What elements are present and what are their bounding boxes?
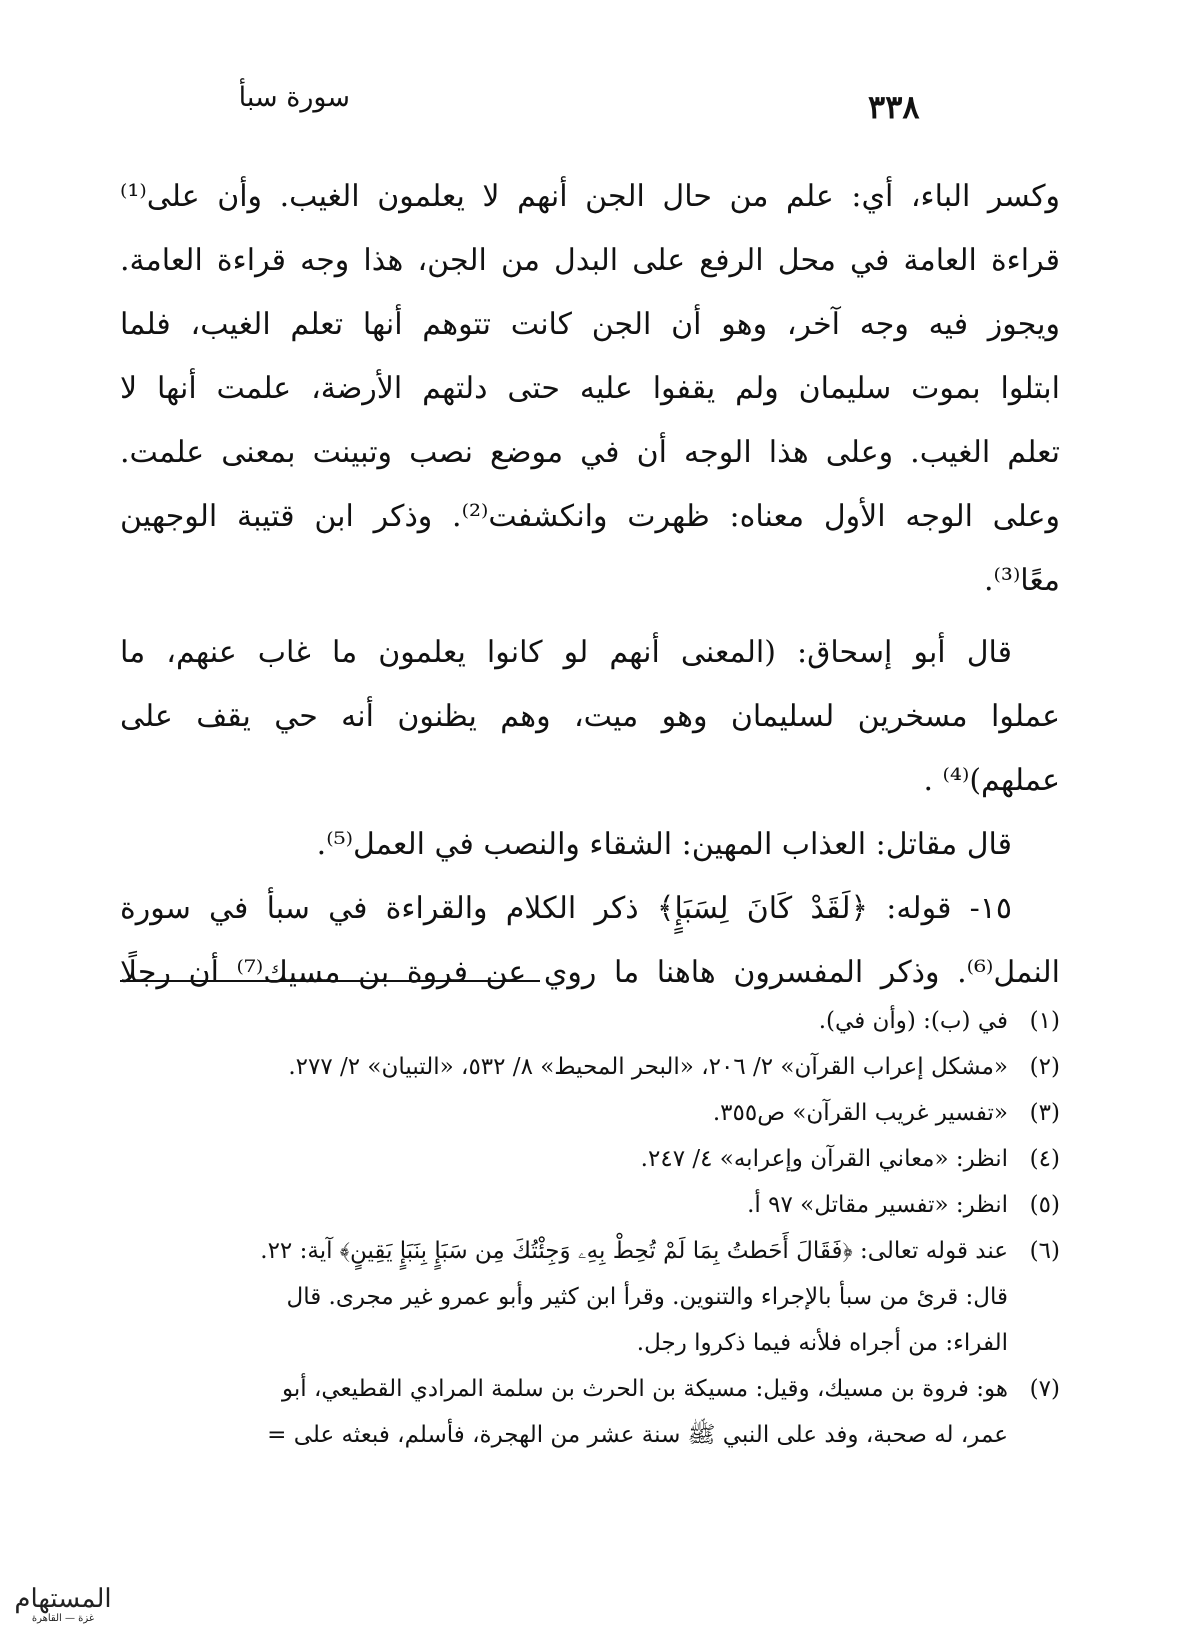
body-text: [120, 165, 1060, 1005]
footnote: [120, 1090, 1060, 1136]
footnote-number: (٥): [1029, 1192, 1060, 1218]
logo-text: المستهام: [14, 1584, 112, 1614]
footnote-text: «مشكل إعراب القرآن» ٢/ ٢٠٦، «البحر المحيط» ٨/ ٥٣٢، «التبيان» ٢/ ٢٧٧.: [288, 1054, 1008, 1080]
footnote: [120, 1366, 1060, 1412]
text-line: قال مقاتل: العذاب المهين: الشقاء والنصب في العمل⁽⁵⁾.: [316, 827, 1012, 862]
footnote-number: (٣): [1029, 1100, 1060, 1126]
footnotes: [120, 998, 1060, 1458]
running-title: سورة سبأ: [238, 82, 350, 113]
text-line: قراءة العامة في محل الرفع على البدل من الجن، هذا وجه قراءة العامة.: [120, 243, 1060, 278]
footnote: [120, 1182, 1060, 1228]
text-line: النمل⁽⁶⁾. وذكر المفسرون هاهنا ما روي عن فروة بن مسيك⁽⁷⁾ أن رجلًا: [120, 955, 1060, 990]
text-line: عملهم)⁽⁴⁾ .: [923, 763, 1060, 798]
footnote-number: (١): [1029, 1008, 1060, 1034]
footnote-text: انظر: «تفسير مقاتل» ٩٧ أ.: [747, 1192, 1008, 1218]
footnote-number: (٢): [1029, 1054, 1060, 1080]
footnote-number: (٦): [1029, 1238, 1060, 1264]
text-line: عملوا مسخرين لسليمان وهو ميت، وهم يظنون أنه حي يقف على: [120, 699, 1060, 734]
footnote-text: «تفسير غريب القرآن» ص٣٥٥.: [712, 1100, 1008, 1126]
text-line: تعلم الغيب. وعلى هذا الوجه أن في موضع نصب وتبينت بمعنى علمت.: [120, 435, 1060, 470]
footnote: [120, 1044, 1060, 1090]
text-line: ١٥- قوله: ﴿لَقَدْ كَانَ لِسَبَإٍ﴾ ذكر الكلام والقراءة في سبأ في سورة: [120, 891, 1012, 926]
text-line: معًا⁽³⁾.: [984, 563, 1060, 598]
text-line: وعلى الوجه الأول معناه: ظهرت وانكشفت⁽²⁾. وذكر ابن قتيبة الوجهين: [120, 499, 1060, 534]
footnote-number: (٧): [1029, 1376, 1060, 1402]
footnote-divider: [120, 980, 540, 982]
footnote: [120, 998, 1060, 1044]
footnote-continuation: عمر، له صحبة، وفد على النبي ﷺ سنة عشر من الهجرة، فأسلم، فبعثه على =: [267, 1422, 1008, 1448]
text-line: ويجوز فيه وجه آخر، وهو أن الجن كانت تتوهم أنها تعلم الغيب، فلما: [120, 307, 1060, 342]
logo-subtext: غزة — القاهرة: [31, 1613, 95, 1624]
footnote-text: هو: فروة بن مسيك، وقيل: مسيكة بن الحرث بن سلمة المرادي القطيعي، أبو: [282, 1376, 1008, 1402]
publisher-logo: [8, 1585, 118, 1645]
footnote-text: في (ب): (وأن في).: [818, 1008, 1008, 1034]
footnote-continuation: الفراء: من أجراه فلأنه فيما ذكروا رجل.: [636, 1330, 1008, 1356]
footnote: [120, 1136, 1060, 1182]
footnote-text: انظر: «معاني القرآن وإعرابه» ٤/ ٢٤٧.: [640, 1146, 1008, 1172]
text-line: قال أبو إسحاق: (المعنى أنهم لو كانوا يعلمون ما غاب عنهم، ما: [120, 635, 1012, 670]
footnote-continuation: قال: قرئ من سبأ بالإجراء والتنوين. وقرأ ابن كثير وأبو عمرو غير مجرى. قال: [286, 1284, 1008, 1310]
text-line: وكسر الباء، أي: علم من حال الجن أنهم لا يعلمون الغيب. وأن على⁽¹⁾: [120, 179, 1060, 214]
page-number: ٣٣٨: [868, 88, 920, 126]
footnote: [120, 1228, 1060, 1274]
footnote-text: عند قوله تعالى: ﴿فَقَالَ أَحَطتُ بِمَا لَمْ تُحِطْ بِهِۦ وَجِئْتُكَ مِن سَبَإٍ بِنَبَإٍ يَقِينٍ﴾ آية: ٢٢.: [260, 1238, 1008, 1264]
footnote-number: (٤): [1029, 1146, 1060, 1172]
text-line: ابتلوا بموت سليمان ولم يقفوا عليه حتى دلتهم الأرضة، علمت أنها لا: [120, 371, 1060, 406]
